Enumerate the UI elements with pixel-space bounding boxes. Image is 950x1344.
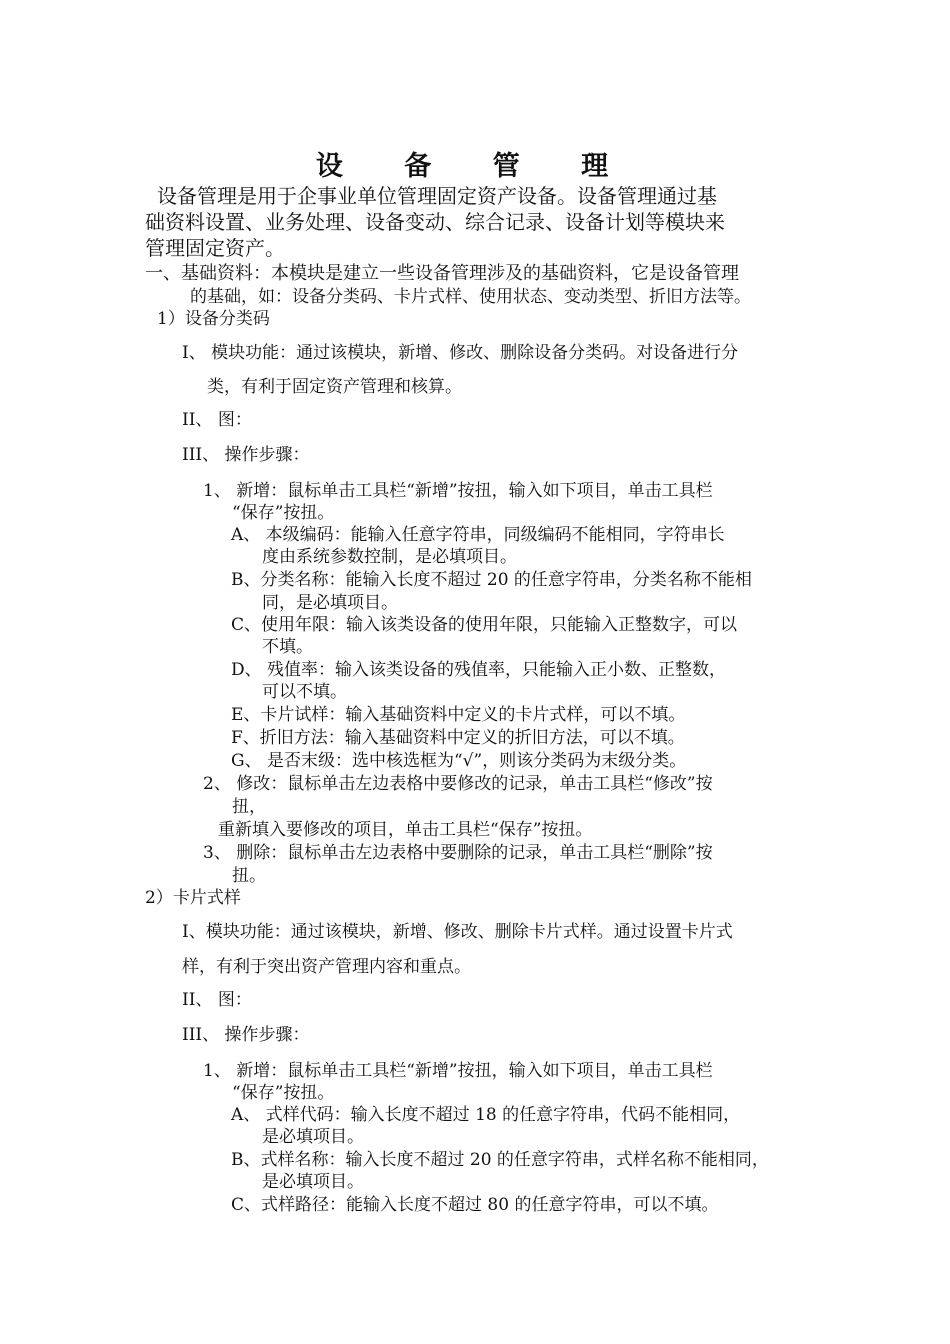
sub1-item-d-line-2: 可以不填。 <box>262 682 347 702</box>
sub1-item-d-line-1: D、 残值率：输入该类设备的残值率，只能输入正小数、正整数， <box>231 660 727 680</box>
sub2-item-a-line-2: 是必填项目。 <box>262 1127 364 1147</box>
sub1-func-line-1: I、 模块功能：通过该模块，新增、修改、删除设备分类码。对设备进行分 <box>182 343 739 363</box>
sub1-steps-heading: III、 操作步骤： <box>182 445 310 465</box>
sub2-func-line-2: 样，有利于突出资产管理内容和重点。 <box>182 957 471 977</box>
sub2-figure-label: II、 图： <box>182 990 252 1010</box>
intro-line-2: 础资料设置、业务处理、设备变动、综合记录、设备计划等模块来 <box>145 210 725 234</box>
sub2-step1-line-1: 1、 新增：鼠标单击工具栏“新增”按扭，输入如下项目，单击工具栏 <box>203 1061 713 1081</box>
sub1-step3-line-1: 3、 删除：鼠标单击左边表格中要删除的记录，单击工具栏“删除”按 <box>203 843 713 863</box>
document-title: 设 备 管 理 <box>315 151 635 182</box>
sub1-item-b-line-1: B、分类名称：能输入长度不超过 20 的任意字符串，分类名称不能相 <box>231 570 752 590</box>
sub1-item-b-line-2: 同，是必填项目。 <box>262 593 398 613</box>
sub1-item-a-line-2: 度由系统参数控制，是必填项目。 <box>262 547 517 567</box>
sub1-step2-line-3: 重新填入要修改的项目，单击工具栏“保存”按扭。 <box>218 820 593 840</box>
sub1-item-f: F、折旧方法：输入基础资料中定义的折旧方法，可以不填。 <box>231 728 685 748</box>
sub1-step1-line-1: 1、 新增：鼠标单击工具栏“新增”按扭，输入如下项目，单击工具栏 <box>203 481 713 501</box>
sub1-step2-line-1: 2、 修改：鼠标单击左边表格中要修改的记录，单击工具栏“修改”按 <box>203 774 713 794</box>
sub1-item-e: E、卡片试样：输入基础资料中定义的卡片式样，可以不填。 <box>231 705 686 725</box>
sub1-func-line-2: 类，有利于固定资产管理和核算。 <box>207 377 462 397</box>
sub2-steps-heading: III、 操作步骤： <box>182 1025 310 1045</box>
sub1-figure-label: II、 图： <box>182 410 252 430</box>
sub2-item-c: C、式样路径：能输入长度不超过 80 的任意字符串，可以不填。 <box>231 1195 719 1215</box>
sub2-item-b-line-1: B、式样名称：输入长度不超过 20 的任意字符串，式样名称不能相同， <box>231 1150 769 1170</box>
sub2-step1-line-2: “保存”按扭。 <box>232 1083 335 1103</box>
intro-line-1: 设备管理是用于企事业单位管理固定资产设备。设备管理通过基 <box>157 184 717 208</box>
intro-line-3: 管理固定资产。 <box>145 236 285 260</box>
sub2-item-b-line-2: 是必填项目。 <box>262 1172 364 1192</box>
section1-line-2: 的基础，如：设备分类码、卡片式样、使用状态、变动类型、折旧方法等。 <box>190 287 751 307</box>
sub2-heading: 2）卡片式样 <box>145 888 241 908</box>
sub1-step3-line-2: 扭。 <box>232 866 266 886</box>
sub1-item-g: G、 是否末级：选中核选框为“√”，则该分类码为末级分类。 <box>231 751 687 771</box>
section1-line-1: 一、基础资料：本模块是建立一些设备管理涉及的基础资料，它是设备管理 <box>145 263 739 284</box>
sub1-step1-line-2: “保存”按扭。 <box>232 503 335 523</box>
sub1-item-c-line-2: 不填。 <box>262 637 313 657</box>
sub2-func-line-1: I、模块功能：通过该模块，新增、修改、删除卡片式样。通过设置卡片式 <box>182 922 733 942</box>
sub1-step2-line-2: 扭， <box>232 797 266 817</box>
sub1-heading: 1）设备分类码 <box>157 309 270 329</box>
sub1-item-a-line-1: A、 本级编码：能输入任意字符串，同级编码不能相同，字符串长 <box>231 525 725 545</box>
sub2-item-a-line-1: A、 式样代码：输入长度不超过 18 的任意字符串，代码不能相同， <box>231 1105 741 1125</box>
sub1-item-c-line-1: C、使用年限：输入该类设备的使用年限，只能输入正整数字，可以 <box>231 615 738 635</box>
